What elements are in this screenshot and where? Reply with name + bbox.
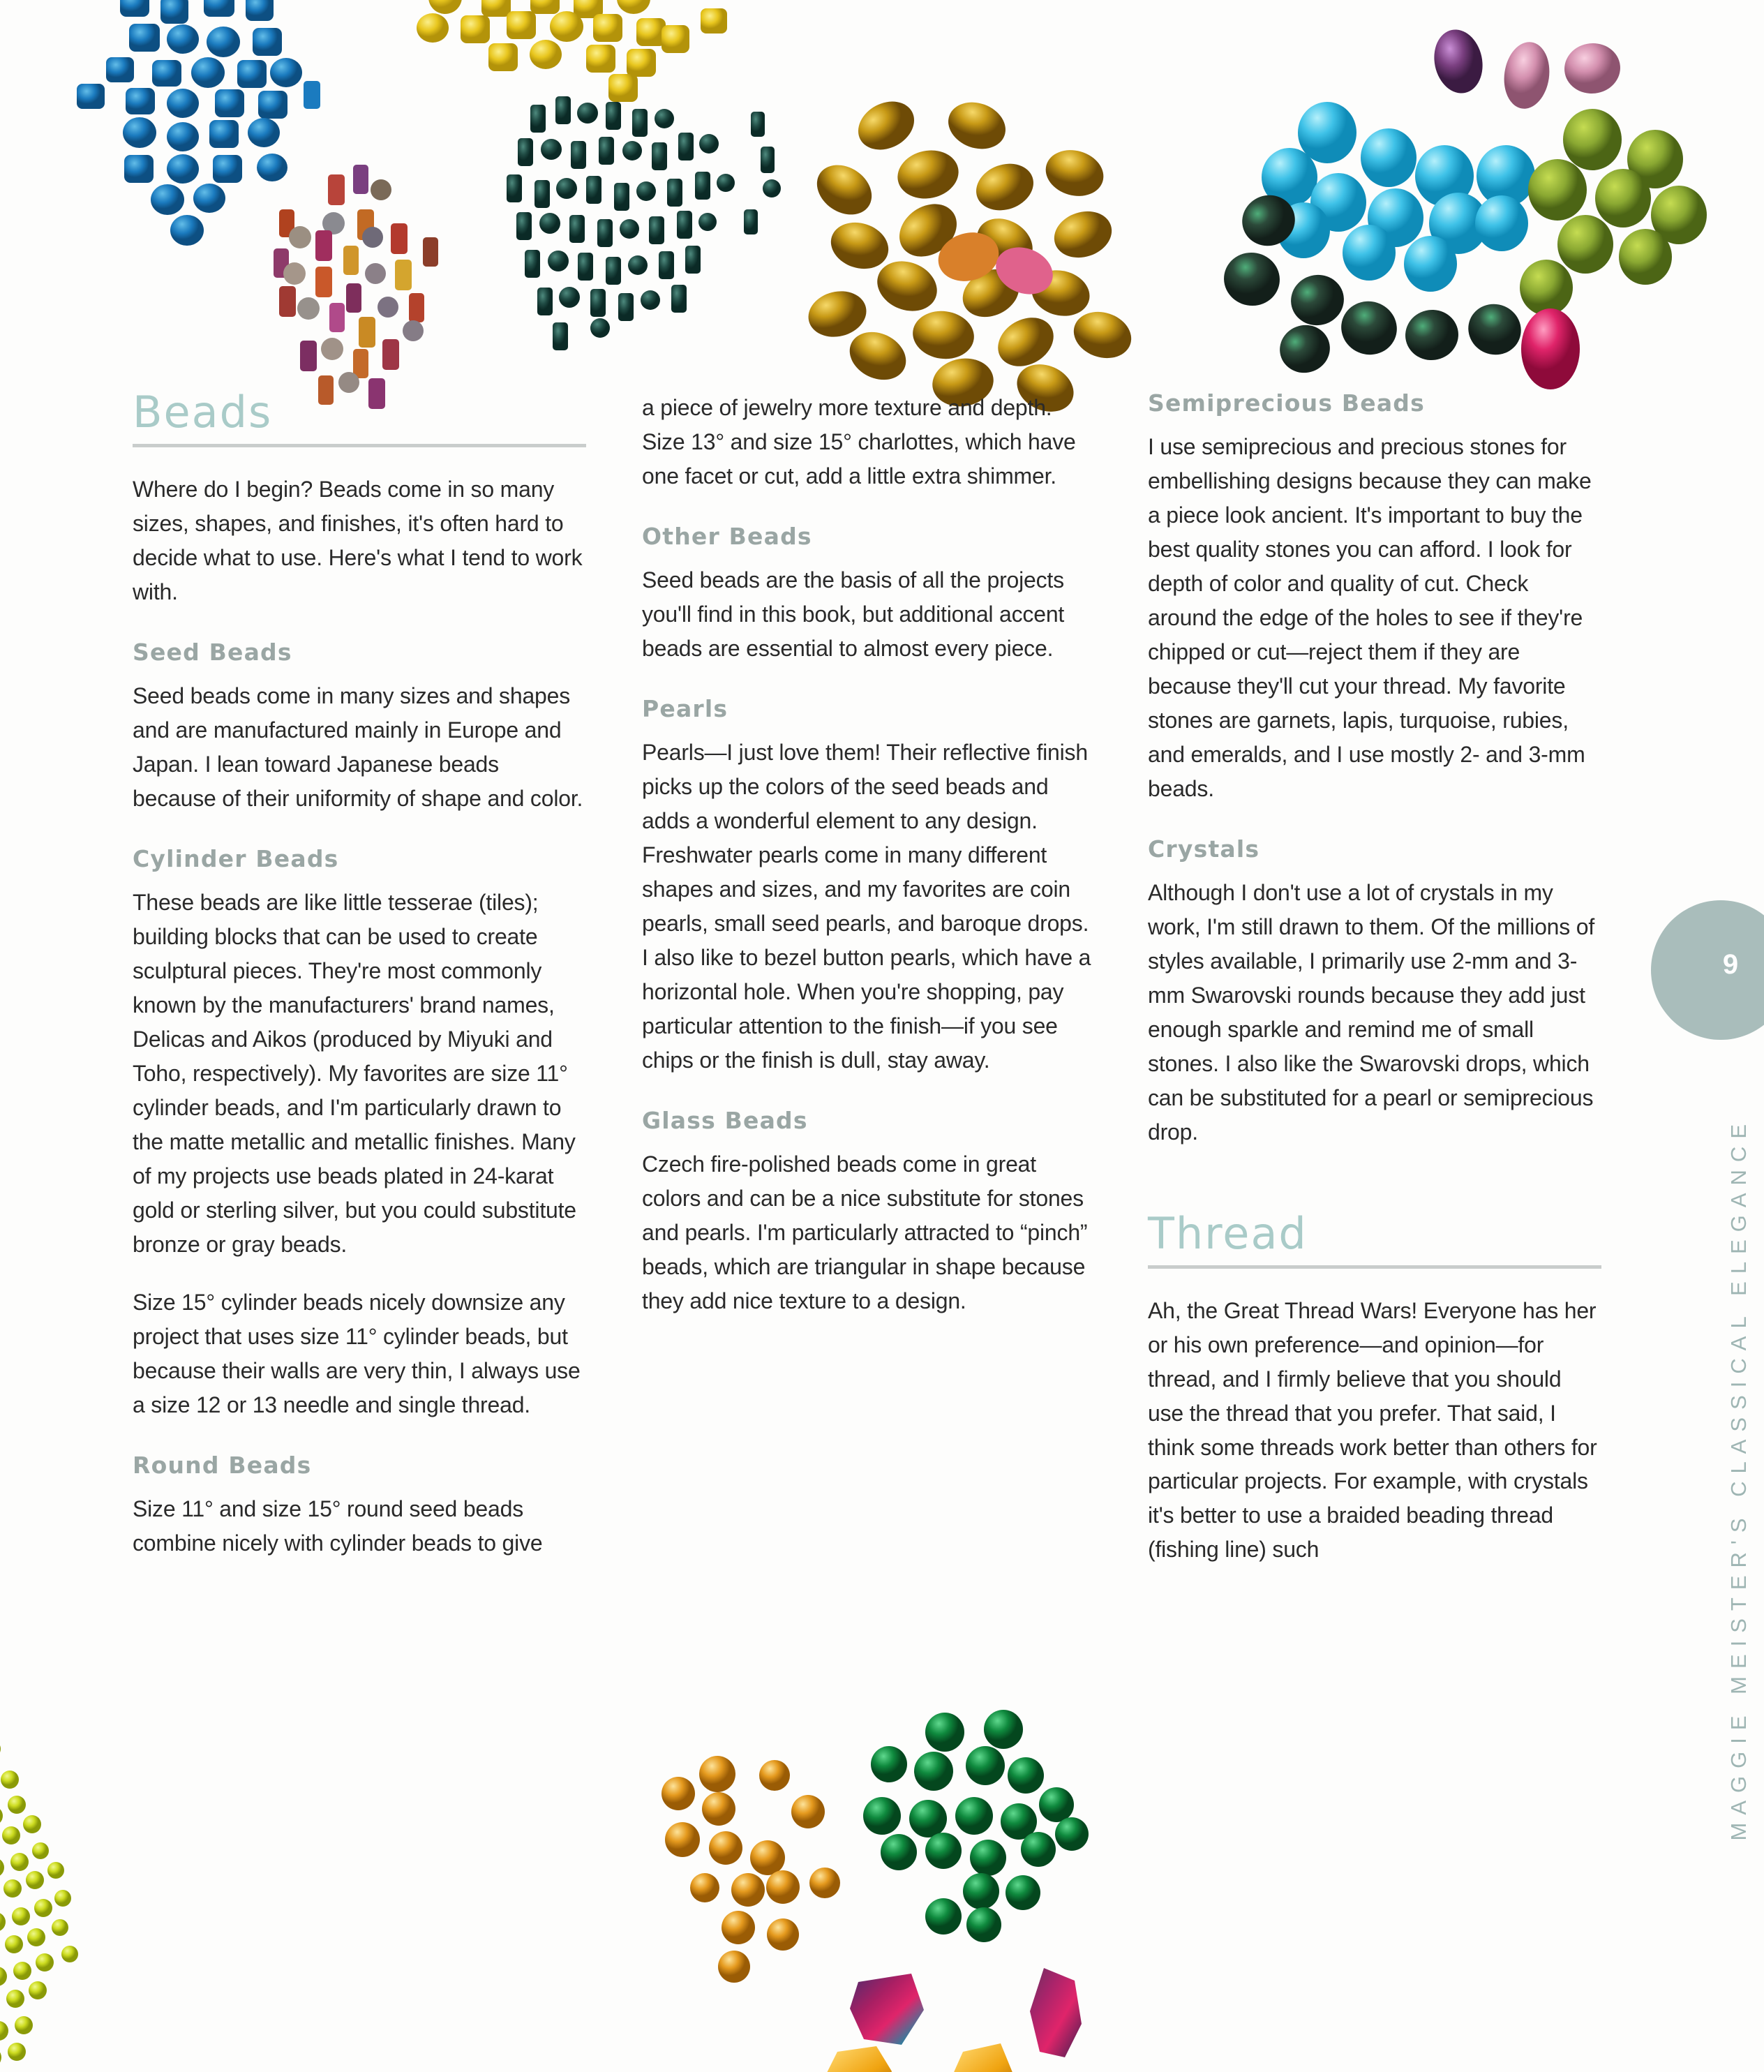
heading-seed-beads: Seed Beads — [133, 638, 292, 666]
amber-fire-polished-beads — [662, 1756, 840, 1983]
column-three — [1148, 391, 1601, 1567]
page-number: 9 — [1722, 949, 1739, 980]
heading-pearls: Pearls — [642, 695, 728, 723]
paragraph-thread: Ah, the Great Thread Wars! Everyone has her or his own preference—and opinion—for thread, and I firmly believe that you should use the thread that you prefer. That said, I think some threads work better than others for particular projects. For example, with crystals it's better to use a braided beading thread (fishing line) such — [1148, 1297, 1597, 1563]
paragraph-round-beads: Size 11° and size 15° round seed beads combine nicely with cylinder beads to give — [133, 1496, 543, 1556]
chartreuse-seed-beads-photo — [0, 1738, 105, 2072]
crystal-beads-photo — [628, 1689, 1144, 2072]
turquoise-stone-bead-cluster — [1262, 102, 1535, 292]
ruby-drop-bead — [1521, 308, 1580, 389]
heading-cylinder-beads: Cylinder Beads — [133, 844, 339, 872]
topaz-crystal-drop-2 — [952, 2043, 1013, 2072]
amethyst-drop-bead-cluster — [1428, 25, 1622, 112]
thread-rule — [1148, 1265, 1601, 1269]
bead-assortment-photo — [0, 0, 1764, 419]
amber-glass-bead-cluster — [804, 92, 1137, 419]
multicolor-seed-bead-cluster — [274, 165, 438, 409]
topaz-crystal-drop — [826, 2046, 892, 2072]
heading-glass-beads: Glass Beads — [642, 1106, 808, 1134]
heading-semiprecious-beads: Semiprecious Beads — [1148, 389, 1425, 417]
paragraph-round-beads-continued: a piece of jewelry more texture and depth. Size 13° and size 15° charlottes, which have one facet or cut, add a little extra shimmer. — [642, 395, 1076, 489]
vitrail-crystal-drop-2 — [1030, 1968, 1082, 2057]
paragraph-semiprecious-beads: I use semiprecious and precious stones for embellishing designs because they can make a piece look ancient. It's important to buy the best quality stones you can afford. I look for depth of color and quality of cut. Check around the edge of the holes to see if they're chipped or cut—reject them if they are because they'll cut your thread. My favorite stones are garnets, lapis, turquoise, rubies, and emeralds, and I use mostly 2- and 3-mm beads. — [1148, 434, 1592, 801]
column-two — [642, 391, 1096, 1318]
dark-green-cylinder-bead-cluster — [507, 96, 781, 350]
olive-stone-bead-cluster — [1520, 109, 1707, 315]
crystal-beads-svg — [628, 1689, 1144, 2072]
yellow-cylinder-bead-cluster — [417, 0, 727, 102]
vitrail-crystal-drop-1 — [850, 1974, 924, 2045]
blue-cylinder-bead-cluster — [77, 0, 320, 246]
paragraph-other-beads: Seed beads are the basis of all the projects you'll find in this book, but additional accent beads are essential to almost every piece. — [642, 567, 1065, 662]
page-title: Beads — [133, 387, 273, 438]
emerald-fire-polished-beads — [863, 1710, 1089, 1942]
bead-assortment-svg — [0, 0, 1764, 419]
intro-paragraph: Where do I begin? Beads come in so many sizes, shapes, and finishes, it's often hard to decide what to use. Here's what I tend to work with. — [133, 477, 583, 604]
running-head: MAGGIE MEISTER'S CLASSICAL ELEGANCE — [1726, 1117, 1751, 1841]
paragraph-pearls: Pearls—I just love them! Their reflective finish picks up the colors of the seed beads and adds a wonderful element to any design. Freshwater pearls come in many different shapes and sizes, and my favorites are coin pearls, small seed pearls, and baroque drops. I also like to bezel button pearls, which have a horizontal hole. When you're shopping, pay particular attention to the finish—if you see chips or the finish is dull, stay away. — [642, 740, 1091, 1073]
chartreuse-seed-beads-svg — [0, 1738, 105, 2072]
title-rule — [133, 444, 586, 447]
heading-other-beads: Other Beads — [642, 522, 812, 550]
heading-round-beads: Round Beads — [133, 1451, 312, 1479]
paragraph-crystals: Although I don't use a lot of crystals in my work, I'm still drawn to them. Of the millions of styles available, I primarily use 2-mm and 3-mm Swarovski rounds because they add just enough sparkle and remind me of small stones. I also like the Swarovski drops, which can be substituted for a pearl or semiprecious drop. — [1148, 880, 1595, 1145]
paragraph-cylinder-beads-2: Size 15° cylinder beads nicely downsize any project that uses size 11° cylinder beads, but because their walls are very thin, I always use a size 12 or 13 needle and single thread. — [133, 1289, 581, 1417]
paragraph-glass-beads: Czech fire-polished beads come in great colors and can be a nice substitute for stones and pearls. I'm particularly attracted to “pinch” beads, which are triangular in shape because they add nice texture to a design. — [642, 1151, 1088, 1313]
paragraph-seed-beads: Seed beads come in many sizes and shapes and are manufactured mainly in Europe and Japan. I lean toward Japanese beads because of their uniformity of shape and color. — [133, 683, 583, 811]
paragraph-cylinder-beads-1: These beads are like little tesserae (tiles); building blocks that can be used to create sculptural pieces. They're most commonly known by the manufacturers' brand names, Delicas and Aikos (produced by Miyuki and Toho, respectively). My favorites are size 11° cylinder beads, and I'm particularly drawn to the matte metallic and metallic finishes. Many of my projects use beads plated in 24-karat gold or sterling silver, but you could substitute bronze or gray beads. — [133, 890, 576, 1257]
column-one — [133, 387, 586, 1560]
heading-crystals: Crystals — [1148, 835, 1260, 863]
section-title-thread: Thread — [1148, 1207, 1308, 1259]
